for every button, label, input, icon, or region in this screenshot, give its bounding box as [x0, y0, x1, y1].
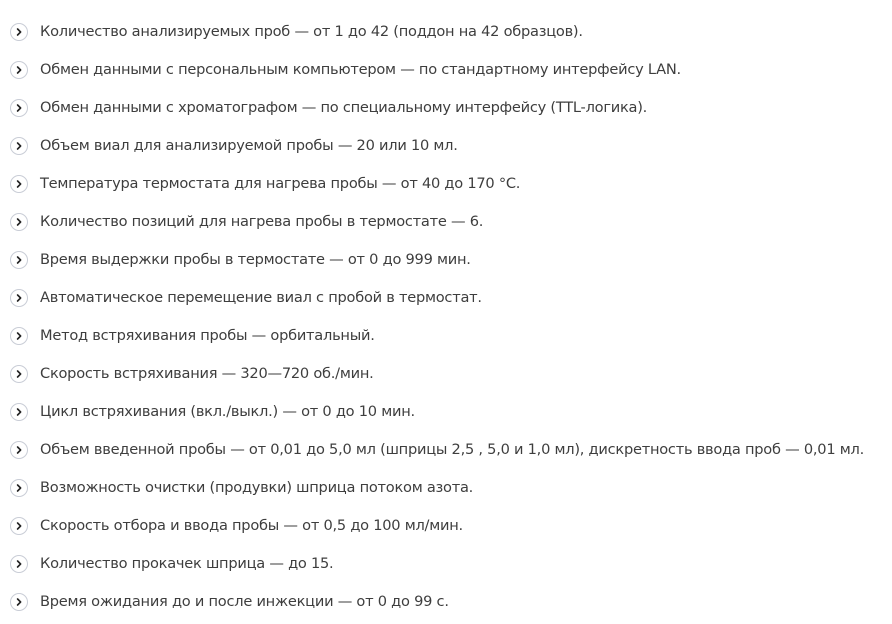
list-item	[10, 552, 333, 576]
spec-text: Объем виал для анализируемой пробы — 20 или 10 мл.	[40, 137, 458, 154]
list-item	[10, 514, 463, 538]
chevron-right-circle-icon	[10, 593, 28, 611]
spec-text: Цикл встряхивания (вкл./выкл.) — от 0 до 10 мин.	[40, 403, 415, 420]
list-item	[10, 20, 583, 44]
spec-text: Автоматическое перемещение виал с пробой в термостат.	[40, 289, 482, 306]
chevron-right-circle-icon	[10, 175, 28, 193]
spec-text: Скорость встряхивания — 320—720 об./мин.	[40, 365, 374, 382]
list-item	[10, 362, 374, 386]
spec-text: Метод встряхивания пробы — орбитальный.	[40, 327, 375, 344]
spec-text: Количество прокачек шприца — до 15.	[40, 555, 334, 572]
spec-text: Время ожидания до и после инжекции — от 0 до 99 с.	[40, 593, 449, 610]
list-item	[10, 210, 483, 234]
spec-text: Скорость отбора и ввода пробы — от 0,5 до 100 мл/мин.	[40, 517, 463, 534]
chevron-right-circle-icon	[10, 327, 28, 345]
list-item	[10, 590, 449, 614]
chevron-right-circle-icon	[10, 479, 28, 497]
list-item	[10, 172, 520, 196]
chevron-right-circle-icon	[10, 555, 28, 573]
chevron-right-circle-icon	[10, 99, 28, 117]
spec-text: Количество позиций для нагрева пробы в термостате — 6.	[40, 213, 484, 230]
chevron-right-circle-icon	[10, 137, 28, 155]
spec-text: Количество анализируемых проб — от 1 до 42 (поддон на 42 образцов).	[40, 23, 583, 40]
list-item	[10, 476, 473, 500]
chevron-right-circle-icon	[10, 23, 28, 41]
list-item	[10, 400, 415, 424]
chevron-right-circle-icon	[10, 213, 28, 231]
chevron-right-circle-icon	[10, 289, 28, 307]
chevron-right-circle-icon	[10, 61, 28, 79]
list-item	[10, 134, 458, 158]
spec-text: Обмен данными с персональным компьютером — по стандартному интерфейсу LAN.	[40, 61, 681, 78]
list-item	[10, 324, 375, 348]
spec-text: Температура термостата для нагрева пробы — от 40 до 170 °С.	[40, 175, 521, 192]
chevron-right-circle-icon	[10, 403, 28, 421]
spec-text: Объем введенной пробы — от 0,01 до 5,0 мл (шприцы 2,5 , 5,0 и 1,0 мл), дискретность ввода проб — 0,01 мл.	[40, 441, 864, 458]
list-item	[10, 58, 681, 82]
list-item	[10, 96, 647, 120]
chevron-right-circle-icon	[10, 365, 28, 383]
list-item	[10, 248, 471, 272]
spec-text: Возможность очистки (продувки) шприца потоком азота.	[40, 479, 474, 496]
chevron-right-circle-icon	[10, 517, 28, 535]
spec-text: Время выдержки пробы в термостате — от 0 до 999 мин.	[40, 251, 471, 268]
spec-text: Обмен данными с хроматографом — по специальному интерфейсу (TTL-логика).	[40, 99, 648, 116]
chevron-right-circle-icon	[10, 441, 28, 459]
chevron-right-circle-icon	[10, 251, 28, 269]
list-item	[10, 286, 482, 310]
list-item	[10, 438, 864, 462]
